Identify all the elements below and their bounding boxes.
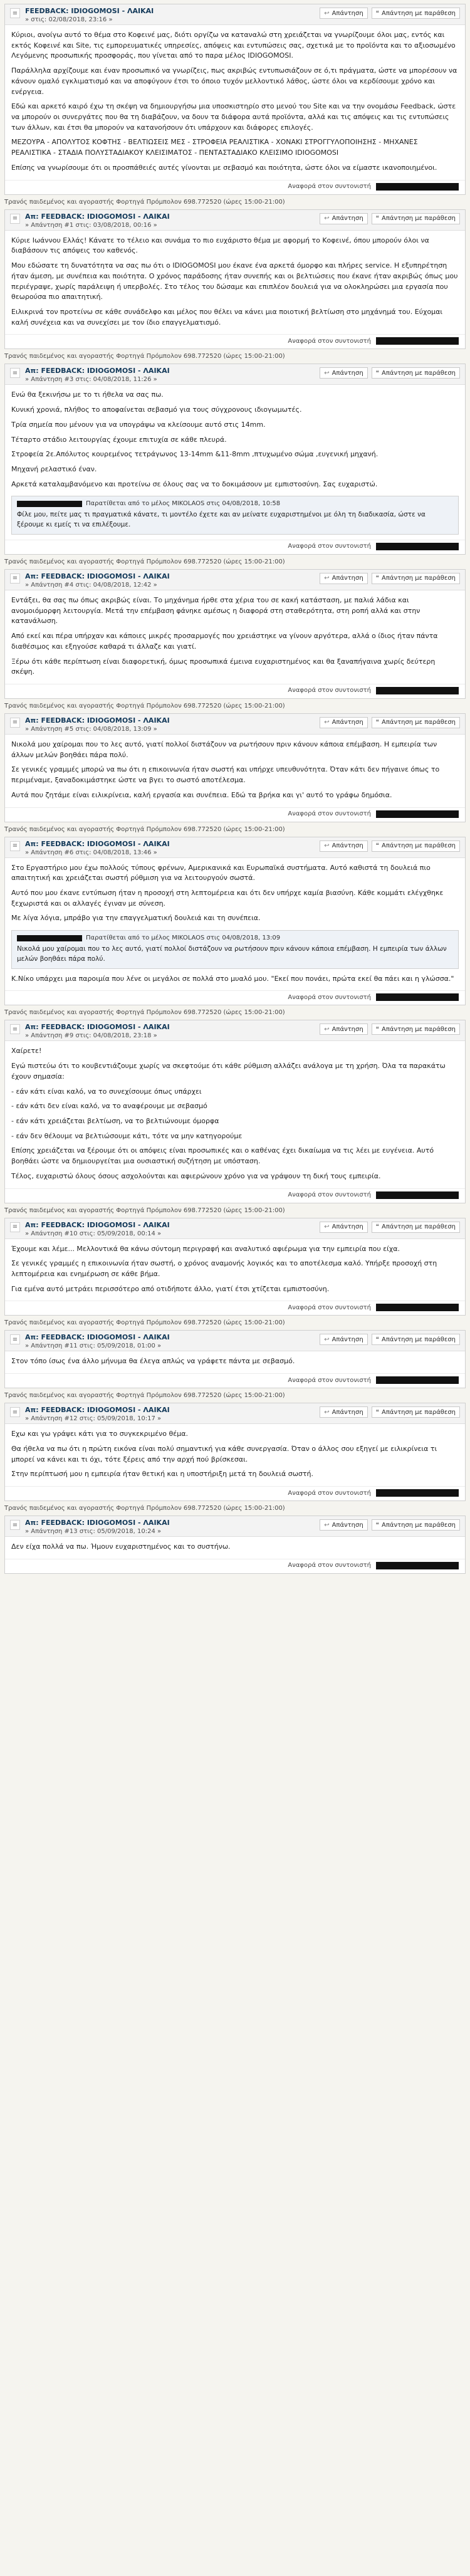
report-link[interactable]: Αναφορά στον συντονιστή — [288, 183, 371, 191]
reply-button[interactable] — [320, 717, 367, 728]
reply-icon: ↩ — [324, 842, 330, 850]
post-paragraph: Σε γενικές γραμμές μπορώ να πω ότι η επικοινωνία ήταν σωστή και υπήρχε υπευθυνότητα. Όταν κάτι δεν πήγαινε όπως το περιμέναμε, ξαναδοκιμάστηκε ώστε να βγει το σωστό αποτέλεσμα. — [11, 765, 440, 785]
redacted-bar — [376, 810, 459, 818]
thread-note: Τρανός παιδεμένος και αγοραστής Φορτηγά Πρόμπολον 698.772520 (ώρες 15:00-21:00) — [4, 1009, 285, 1017]
post-date: » στις: 02/08/2018, 23:16 » — [25, 16, 113, 23]
document-icon: ≡ — [10, 1407, 20, 1417]
post-paragraph: Κύριοι, ανοίγω αυτό το θέμα στο Κοφεινέ μας, διότι οργίζω να καταναλώ στη χρειάζεται να γνωρίζουμε όλοι μας, εντός και εκτός Κοφεινέ και Site, τις εμπορευματικές υπηρεσίες, απόψεις και εντυπώσεις σας, σχετικά με το προϊόντα και το αξιοσωμένο Λεγόμενης προσωπικής προσφοράς, που γίνεται από το παρα μέλος IDIOGOMOSI. — [11, 31, 456, 60]
reply-icon: ↩ — [324, 9, 330, 17]
post-date: » Απάντηση #9 στις: 04/08/2018, 23:18 » — [25, 1032, 157, 1040]
post-footer — [5, 1301, 465, 1315]
post-paragraph: Εγώ πιστεύω ότι το κουβεντιάζουμε χωρίς να σκεφτούμε ότι κάθε ρύθμιση αλλάζει ανάλογα με τη χρήση. Όλα τα παρακάτω έχουν σημασία: — [11, 1062, 446, 1081]
post-meta — [25, 1023, 170, 1039]
post-meta — [25, 840, 170, 856]
post-meta — [25, 1221, 170, 1237]
quote-icon: ❝ — [375, 1223, 380, 1231]
post-actions — [320, 8, 460, 19]
reply-icon: ↩ — [324, 369, 330, 377]
post-title: Απ: FEEDBACK: IDIOGOMOSI - ΛΑΙΚΑΙ — [25, 1406, 170, 1415]
post-body — [5, 735, 465, 807]
post-title: Απ: FEEDBACK: IDIOGOMOSI - ΛΑΙΚΑΙ — [25, 1220, 170, 1229]
quote-label: Απάντηση με παράθεση — [382, 1025, 456, 1033]
post-body — [5, 590, 465, 684]
post-header-left — [10, 212, 170, 229]
post-actions — [320, 213, 460, 224]
post-paragraph: Εδώ και αρκετό καιρό έχω τη σκέψη να δημιουργήσω μια υποσκιστηρίο στο μενού του Site και να την ονομάσω Feedback, ώστε να μπορούν οι συνεργάτες που θα τη διαβάζουν, να δουν τα διάφορα αυτά προϊόντα, αλλά και τις απόψεις και τις εντυπώσεις των άλλων, και έτσι θα μπορούν να κατανοήσουν ότι υπάρχουν και διάφορες επιλογές. — [11, 102, 456, 132]
post-header-left — [10, 716, 170, 733]
reply-label: Απάντηση — [332, 1336, 363, 1343]
post-title: FEEDBACK: IDIOGOMOSI - ΛΑΙΚΑΙ — [25, 7, 154, 15]
reply-label: Απάντηση — [332, 842, 363, 850]
document-icon: ≡ — [10, 1334, 20, 1344]
document-icon: ≡ — [10, 718, 20, 728]
post-meta — [25, 367, 170, 383]
reply-icon: ↩ — [324, 1521, 330, 1529]
quote-reply-button[interactable] — [372, 573, 460, 584]
post-footer — [5, 180, 465, 194]
quote-meta — [17, 935, 453, 941]
forum-post — [4, 713, 466, 822]
report-link[interactable]: Αναφορά στον συντονιστή — [288, 1489, 371, 1497]
post-footer — [5, 540, 465, 554]
quoted-message — [11, 930, 459, 969]
post-paragraph: Μηχανή ρελαστικό έναν. — [11, 464, 97, 473]
reply-label: Απάντηση — [332, 9, 363, 17]
reply-icon: ↩ — [324, 1408, 330, 1416]
reply-icon: ↩ — [324, 1223, 330, 1231]
post-paragraph: - εάν κάτι είναι καλό, να το συνεχίσουμε όπως υπάρχει — [11, 1087, 202, 1096]
forum-post — [4, 1330, 466, 1388]
thread-note: Τρανός παιδεμένος και αγοραστής Φορτηγά Πρόμπολον 698.772520 (ώρες 15:00-21:00) — [4, 1319, 285, 1327]
quote-label: Απάντηση με παράθεση — [382, 1336, 456, 1343]
post-header-left — [10, 1221, 170, 1237]
post-body — [5, 858, 465, 931]
post-header-left — [10, 367, 170, 383]
post-header — [5, 714, 465, 735]
reply-label: Απάντηση — [332, 1408, 363, 1416]
post-paragraph: Στον τόπο ίσως ένα άλλο μήνυμα θα έλεγα απλώς να γράφετε πάντα με σεβασμό. — [11, 1357, 295, 1366]
quote-reply-button[interactable] — [372, 717, 460, 728]
thread-note: Τρανός παιδεμένος και αγοραστής Φορτηγά Πρόμπολον 698.772520 (ώρες 15:00-21:00) — [4, 1505, 285, 1512]
quote-icon: ❝ — [375, 9, 380, 17]
quote-label: Απάντηση με παράθεση — [382, 719, 456, 726]
post-paragraph: Από εκεί και πέρα υπήρχαν και κάποιες μικρές προσαρμογές που χρειάστηκε να γίνουν αργότερα, αλλά ο ίδιος ήταν πάντα διαθέσιμος και εξηγούσε καθαρά τι άλλαζε και γιατί. — [11, 632, 438, 651]
quote-reply-button[interactable] — [372, 367, 460, 379]
post-actions — [320, 717, 460, 728]
post-paragraph: - εάν κάτι χρειάζεται βελτίωση, να το βελτιώνουμε όμορφα — [11, 1116, 219, 1125]
reply-button[interactable] — [320, 1519, 367, 1531]
post-body — [5, 1537, 465, 1559]
post-footer — [5, 334, 465, 348]
forum-post — [4, 837, 466, 1006]
report-link[interactable]: Αναφορά στον συντονιστή — [288, 337, 371, 345]
reply-icon: ↩ — [324, 1025, 330, 1033]
post-footer — [5, 1486, 465, 1500]
quote-icon: ❝ — [375, 1408, 380, 1416]
thread-page — [4, 0, 466, 1574]
post-paragraph: Κ.Νίκο υπάρχει μια παροιμία που λένε οι μεγάλοι σε πολλά στο μυαλό μου. "Εκεί που πονάει, πρώτα εκεί θα πάει και η γλώσσα." — [11, 974, 454, 983]
post-paragraph: Παράλληλα αρχίζουμε και έναν προσωπικό να γνωρίζεις, πως ακριβώς εντυπωσιάζουν σε ό,τι πράγματα, ώστε να μπορέσουν να κάνουν ομαλό εγκλιματισμό και να αποφύγουν έτσι το όποιο τυχόν μελλοντικό λάθος, ώστε όλοι να κερδίσουμε χρόνο και ενέργεια. — [11, 66, 457, 96]
quote-icon: ❝ — [375, 719, 380, 726]
post-paragraph: Κυνική χρονιά, πλήθος το αποφαίνεται σεβασμό για τους σύγχρονους ιδιογωμωτές. — [11, 406, 302, 414]
post-footer — [5, 1559, 465, 1573]
post-paragraph: Επίσης χρειάζεται να ξέρουμε ότι οι απόψεις είναι προσωπικές και ο καθένας έχει δικαίωμα να τις λέει με ευγένεια. Αυτό βοηθάει ώστε να δημιουργείται μια ουσιαστική συζήτηση με υπόσταση. — [11, 1146, 434, 1166]
quote-label: Απάντηση με παράθεση — [382, 9, 456, 17]
post-meta — [25, 1333, 170, 1349]
post-header — [5, 210, 465, 231]
post-footer — [5, 807, 465, 822]
reply-label: Απάντηση — [332, 369, 363, 377]
post-meta — [25, 572, 170, 589]
post-footer — [5, 684, 465, 698]
post-paragraph: Στο Εργαστήριο μου έχω πολλούς τύπους φρένων, Αμερικανικά και Ευρωπαϊκά συστήματα. Αυτό καθιστά τη δουλειά πιο απαιτητική και χρειάζεται σωστή ρύθμιση για να λειτουργούν σωστά. — [11, 863, 431, 882]
post-actions — [320, 840, 460, 852]
post-footer — [5, 1373, 465, 1388]
post-header-left — [10, 840, 170, 856]
thread-note: Τρανός παιδεμένος και αγοραστής Φορτηγά Πρόμπολον 698.772520 (ώρες 15:00-21:00) — [4, 1392, 285, 1400]
post-body — [5, 1424, 465, 1486]
reply-icon: ↩ — [324, 575, 330, 582]
post-paragraph: Στροφεία 2ε.Απόλυτος κουρεμένος τετράγωνος 13-14mm &11-8mm ,πτυχωμένο σώμα ,ευγενική μηχανή. — [11, 450, 379, 459]
post-date: » Απάντηση #6 στις: 04/08/2018, 13:46 » — [25, 849, 157, 856]
post-paragraph: Δεν είχα πολλά να πω. Ήμουν ευχαριστημένος και το συστήνω. — [11, 1542, 231, 1551]
post-header — [5, 1331, 465, 1351]
reply-label: Απάντηση — [332, 1521, 363, 1529]
post-header-left — [10, 1519, 170, 1535]
redacted-bar — [376, 1562, 459, 1569]
post-paragraph: Ενώ θα ξεκινήσω με το τι ήθελα να σας πω. — [11, 390, 164, 399]
reply-button[interactable] — [320, 1024, 367, 1035]
post-paragraph: Τέταρτο στάδιο λειτουργίας έχουμε επιτυχία σε κάθε πλευρά. — [11, 435, 227, 444]
post-header — [5, 364, 465, 385]
reply-button[interactable] — [320, 8, 367, 19]
post-date: » Απάντηση #10 στις: 05/09/2018, 00:14 » — [25, 1230, 162, 1237]
post-paragraph: Χαίρετε! — [11, 1047, 42, 1055]
post-paragraph: Αυτό που μου έκανε εντύπωση ήταν η προσοχή στη λεπτομέρεια και ότι δεν υπήρχε καμία βιασύνη. Κάθε κομμάτι ελέγχθηκε ξεχωριστά και οι αλλαγές έγιναν με σύνεση. — [11, 888, 444, 908]
post-meta — [25, 212, 170, 229]
quote-label: Απάντηση με παράθεση — [382, 1521, 456, 1529]
post-title: Απ: FEEDBACK: IDIOGOMOSI - ΛΑΙΚΑΙ — [25, 1519, 170, 1527]
quote-author-date: Παρατίθεται από το μέλος MIKOLAOS στις 04/08/2018, 13:09 — [86, 935, 281, 942]
post-paragraph: Κύριε Ιωάννου Ελλάς! Κάνατε το τέλειο και συνάμα το πιο ευχάριστο θέμα με αφορμή το Κοφεινέ, όπου μπορούν όλοι να διαβάσουν τις απόψεις του καθενός. — [11, 236, 429, 255]
reply-label: Απάντηση — [332, 215, 363, 223]
forum-post — [4, 364, 466, 555]
post-header — [5, 1516, 465, 1537]
post-actions — [320, 367, 460, 379]
quote-reply-button[interactable] — [372, 1406, 460, 1418]
forum-post — [4, 209, 466, 350]
thread-note: Τρανός παιδεμένος και αγοραστής Φορτηγά Πρόμπολον 698.772520 (ώρες 15:00-21:00) — [4, 702, 285, 709]
post-title: Απ: FEEDBACK: IDIOGOMOSI - ΛΑΙΚΑΙ — [25, 1023, 170, 1032]
post-header — [5, 4, 465, 25]
quote-label: Απάντηση με παράθεση — [382, 575, 456, 582]
forum-post — [4, 569, 466, 699]
quote-reply-button[interactable] — [372, 1024, 460, 1035]
redacted-bar — [17, 935, 82, 941]
quote-icon: ❝ — [375, 1336, 380, 1343]
post-title: Απ: FEEDBACK: IDIOGOMOSI - ΛΑΙΚΑΙ — [25, 367, 170, 375]
report-link[interactable]: Αναφορά στον συντονιστή — [288, 1376, 371, 1384]
quote-reply-button[interactable] — [372, 8, 460, 19]
redacted-bar — [376, 1376, 459, 1384]
thread-note: Τρανός παιδεμένος και αγοραστής Φορτηγά Πρόμπολον 698.772520 (ώρες 15:00-21:00) — [4, 825, 285, 833]
redacted-bar — [376, 1191, 459, 1199]
reply-button[interactable] — [320, 1222, 367, 1233]
post-meta — [25, 7, 154, 23]
quote-icon: ❝ — [375, 215, 380, 223]
post-date: » Απάντηση #1 στις: 03/08/2018, 00:16 » — [25, 221, 157, 229]
post-paragraph: Θα ήθελα να πω ότι η πρώτη εικόνα είναι πολύ σημαντική για κάθε συνεργασία. Όταν ο άλλος σου εξηγεί με ειλικρίνεια τι μπορεί να κάνει και τι όχι, τότε ξέρεις από την αρχή πού βρίσκεσαι. — [11, 1444, 437, 1463]
quote-author-date: Παρατίθεται από το μέλος MIKOLAOS στις 04/08/2018, 10:58 — [86, 500, 281, 508]
post-body — [5, 231, 465, 335]
forum-post — [4, 4, 466, 195]
quote-reply-button[interactable] — [372, 213, 460, 224]
document-icon: ≡ — [10, 8, 20, 18]
reply-label: Απάντηση — [332, 1025, 363, 1033]
post-paragraph: Εχω και γω γράψει κάτι για το συγκεκριμένο θέμα. — [11, 1430, 188, 1438]
quote-icon: ❝ — [375, 369, 380, 377]
post-body — [5, 1041, 465, 1188]
post-header-left — [10, 1023, 170, 1039]
quote-label: Απάντηση με παράθεση — [382, 215, 456, 223]
reply-button[interactable] — [320, 573, 367, 584]
post-header — [5, 570, 465, 590]
post-paragraph: - εάν δεν θέλουμε να βελτιώσουμε κάτι, τότε να μην κατηγορούμε — [11, 1131, 243, 1140]
report-link[interactable]: Αναφορά στον συντονιστή — [288, 993, 371, 1001]
quote-meta — [17, 500, 453, 507]
reply-button[interactable] — [320, 840, 367, 852]
post-actions — [320, 1406, 460, 1418]
redacted-bar — [376, 183, 459, 191]
post-title: Απ: FEEDBACK: IDIOGOMOSI - ΛΑΙΚΑΙ — [25, 839, 170, 848]
redacted-bar — [376, 1304, 459, 1311]
quote-reply-button[interactable] — [372, 1519, 460, 1531]
post-paragraph: Τρία σημεία που μένουν για να υπογράψω να κλείσουμε αυτό στις 14mm. — [11, 420, 266, 429]
quote-icon: ❝ — [375, 1521, 380, 1529]
post-actions — [320, 1222, 460, 1233]
post-extra — [5, 974, 465, 991]
quote-label: Απάντηση με παράθεση — [382, 842, 456, 850]
post-footer — [5, 990, 465, 1005]
reply-label: Απάντηση — [332, 1223, 363, 1231]
report-link[interactable]: Αναφορά στον συντονιστή — [288, 1191, 371, 1199]
redacted-bar — [376, 337, 459, 345]
post-body — [5, 25, 465, 180]
thread-note: Τρανός παιδεμένος και αγοραστής Φορτηγά Πρόμπολον 698.772520 (ώρες 15:00-21:00) — [4, 558, 285, 565]
reply-button[interactable] — [320, 1334, 367, 1345]
report-link[interactable]: Αναφορά στον συντονιστή — [288, 1562, 371, 1569]
post-paragraph: Έχουμε και λέμε... Μελλοντικά θα κάνω σύντομη περιγραφή και αναλυτικό αφιέρωμα για την εμπειρία που είχα. — [11, 1244, 400, 1253]
reply-button[interactable] — [320, 367, 367, 379]
post-header — [5, 837, 465, 858]
post-paragraph: Ξέρω ότι κάθε περίπτωση είναι διαφορετική, όμως προσωπικά έμεινα ευχαριστημένος και θα ξαναπήγαινα χωρίς δεύτερη σκέψη. — [11, 657, 436, 676]
reply-icon: ↩ — [324, 1336, 330, 1343]
post-paragraph: Για εμένα αυτό μετράει περισσότερο από οτιδήποτε άλλο, γιατί έτσι χτίζεται εμπιστοσύνη. — [11, 1284, 330, 1293]
document-icon: ≡ — [10, 573, 20, 584]
reply-label: Απάντηση — [332, 575, 363, 582]
redacted-bar — [17, 501, 82, 507]
post-paragraph: Με λίγα λόγια, μπράβο για την επαγγελματική δουλειά και τη συνέπεια. — [11, 914, 261, 923]
reply-icon: ↩ — [324, 719, 330, 726]
post-paragraph: ΜΕΖΟΥΡΑ - ΑΠΟΛΥΤΟΣ ΚΟΦΤΗΣ - ΒΕΛΤΙΩΣΕΙΣ ΜΕΣ - ΣΤΡΟΦΕΙΑ ΡΕΑΛΙΣΤΙΚΑ - ΧΟΝΑΚΙ ΣΤΡΟΓΓΥΛΟΠΟΙΗΣΗΣ - ΜΗΧΑΝΕΣ ΡΕΑΛΙΣΤΙΚΑ - ΣΤΑΔΙΑ ΠΟΛΥΣΤΑΔΙΑΚΟΥ ΚΛΕΙΣΙΜΑΤΟΣ - ΠΕΝΤΑΣΤΑΔΙΑΚΟ ΚΛΕΙΣΙΜΟ IDIOGOMOSI — [11, 138, 418, 157]
report-link[interactable]: Αναφορά στον συντονιστή — [288, 810, 371, 818]
post-paragraph: Μου εδώσατε τη δυνατότητα να σας πω ότι ο IDIOGOMOSI μου έκανε ένα αρκετά όμορφο και πλήρες service. Η εξυπηρέτηση ήταν άμεση, με συνέπεια και ποιότητα. Ο χρόνος παράδοσης ήταν συνεπής και οι βελτιώσεις που έκανε ήταν ακριβώς όπως μου περιέγραψε, χωρίς παράλειψη ή υπερβολές. Στο τέλος του δώσαμε και επιπλέον δουλειά για να ολοκληρώσει μια εργασία που θεωρούσα πιο απαιτητική. — [11, 261, 458, 301]
quote-reply-button[interactable] — [372, 840, 460, 852]
post-paragraph: Αρκετά καταλαμβανόμενο και προτείνω σε όλους σας να το δοκιμάσουν με εμπιστοσύνη. Σας ευχαριστώ. — [11, 479, 378, 488]
post-body — [5, 1351, 465, 1373]
forum-post — [4, 1020, 466, 1203]
post-actions — [320, 1334, 460, 1345]
post-actions — [320, 1519, 460, 1531]
post-title: Απ: FEEDBACK: IDIOGOMOSI - ΛΑΙΚΑΙ — [25, 1333, 170, 1342]
forum-post — [4, 1218, 466, 1316]
post-date: » Απάντηση #5 στις: 04/08/2018, 13:09 » — [25, 725, 157, 733]
post-title: Απ: FEEDBACK: IDIOGOMOSI - ΛΑΙΚΑΙ — [25, 716, 170, 725]
post-paragraph: Τέλος, ευχαριστώ όλους όσους ασχολούνται και αφιερώνουν χρόνο για να γράψουν τη δική τους εμπειρία. — [11, 1171, 381, 1180]
quote-label: Απάντηση με παράθεση — [382, 1223, 456, 1231]
post-paragraph: Νικολά μου χαίρομαι που το λες αυτό, γιατί πολλοί διστάζουν να ρωτήσουν πριν κάνουν κάποια επέμβαση. Η εμπειρία των άλλων μελών βοηθάει πάρα πολύ. — [11, 740, 437, 759]
post-title: Απ: FEEDBACK: IDIOGOMOSI - ΛΑΙΚΑΙ — [25, 572, 170, 580]
redacted-bar — [376, 993, 459, 1001]
document-icon: ≡ — [10, 1520, 20, 1530]
redacted-bar — [376, 687, 459, 694]
quote-label: Απάντηση με παράθεση — [382, 1408, 456, 1416]
post-date: » Απάντηση #12 στις: 05/09/2018, 10:17 » — [25, 1415, 162, 1423]
post-paragraph: Ειλικρινά τον προτείνω σε κάθε συνάδελφο και μέλος που θέλει να κάνει μια ποιοτική βελτίωση στο μηχάνημά του. Εύχομαι καλή συνέχεια και να συνεχίσει με τον ίδιο επαγγελματισμό. — [11, 307, 443, 327]
post-actions — [320, 573, 460, 584]
thread-note: Τρανός παιδεμένος και αγοραστής Φορτηγά Πρόμπολον 698.772520 (ώρες 15:00-21:00) — [4, 1207, 285, 1214]
reply-label: Απάντηση — [332, 719, 363, 726]
document-icon: ≡ — [10, 214, 20, 224]
document-icon: ≡ — [10, 1222, 20, 1232]
quoted-message — [11, 496, 459, 535]
post-body — [5, 385, 465, 496]
post-paragraph: Εντάξει, θα σας πω όπως ακριβώς είναι. Το μηχάνημα ήρθε στα χέρια του σε κακή κατάσταση, με παλιά λάδια και ανομοιόμορφη λειτουργία. Μετά την επέμβαση φάνηκε αμέσως η διαφορά στη σταθερότητα, στη ροπή αλλά και στην κατανάλωση. — [11, 595, 420, 626]
post-paragraph: - εάν κάτι δεν είναι καλό, να το αναφέρουμε με σεβασμό — [11, 1102, 207, 1111]
post-meta — [25, 716, 170, 733]
post-actions — [320, 1024, 460, 1035]
report-link[interactable]: Αναφορά στον συντονιστή — [288, 1304, 371, 1311]
post-date: » Απάντηση #13 στις: 05/09/2018, 10:24 » — [25, 1528, 162, 1535]
post-title: Απ: FEEDBACK: IDIOGOMOSI - ΛΑΙΚΑΙ — [25, 212, 170, 221]
quote-reply-button[interactable] — [372, 1222, 460, 1233]
post-meta — [25, 1406, 170, 1422]
post-header-left — [10, 1406, 170, 1422]
quote-label: Απάντηση με παράθεση — [382, 369, 456, 377]
post-date: » Απάντηση #3 στις: 04/08/2018, 11:26 » — [25, 376, 157, 384]
post-paragraph: Επίσης να γνωρίσουμε ότι οι προσπάθειές αυτές γίνονται με σεβασμό και ποιότητα, ώστε όλοι να είμαστε ικανοποιημένοι. — [11, 163, 437, 172]
post-paragraph: Στην περίπτωσή μου η εμπειρία ήταν θετική και η υποστήριξη μετά τη δουλειά σωστή. — [11, 1470, 313, 1479]
document-icon: ≡ — [10, 841, 20, 851]
reply-button[interactable] — [320, 1406, 367, 1418]
post-body — [5, 1239, 465, 1301]
thread-note: Τρανός παιδεμένος και αγοραστής Φορτηγά Πρόμπολον 698.772520 (ώρες 15:00-21:00) — [4, 198, 285, 206]
quote-reply-button[interactable] — [372, 1334, 460, 1345]
redacted-bar — [376, 1489, 459, 1497]
post-date: » Απάντηση #4 στις: 04/08/2018, 12:42 » — [25, 581, 157, 589]
post-paragraph: Αυτά που ζητάμε είναι ειλικρίνεια, καλή εργασία και συνέπεια. Εδώ τα βρήκα και γι' αυτό το γράφω δημόσια. — [11, 790, 392, 799]
post-meta — [25, 1519, 170, 1535]
report-link[interactable]: Αναφορά στον συντονιστή — [288, 543, 371, 550]
forum-post — [4, 1516, 466, 1574]
quote-icon: ❝ — [375, 842, 380, 850]
post-header-left — [10, 1333, 170, 1349]
post-header-left — [10, 7, 154, 23]
quote-icon: ❝ — [375, 1025, 380, 1033]
post-header — [5, 1020, 465, 1041]
post-header — [5, 1218, 465, 1239]
reply-icon: ↩ — [324, 215, 330, 223]
post-footer — [5, 1188, 465, 1203]
post-header — [5, 1403, 465, 1424]
thread-note: Τρανός παιδεμένος και αγοραστής Φορτηγά Πρόμπολον 698.772520 (ώρες 15:00-21:00) — [4, 353, 285, 360]
reply-button[interactable] — [320, 213, 367, 224]
quote-body: Νικολά μου χαίρομαι που το λες αυτό, γιατί πολλοί διστάζουν να ρωτήσουν πριν κάνουν κάποια επέμβαση. Η εμπειρία των άλλων μελών βοηθάει πάρα πολύ. — [17, 945, 447, 963]
quote-body: Φίλε μου, πείτε μας τι πραγματικά κάνατε, τι μοντέλο έχετε και αν μείνατε ευχαριστημένοι με όλη τη διαδικασία, ώστε να ξέρουμε κι εμείς τι να επιλέξουμε. — [17, 511, 426, 529]
redacted-bar — [376, 543, 459, 550]
document-icon: ≡ — [10, 1024, 20, 1034]
post-paragraph: Σε γενικές γραμμές η επικοινωνία ήταν σωστή, ο χρόνος αναμονής λογικός και το αποτέλεσμα καλό. Υπήρξε προσοχή στη λεπτομέρεια και ενημέρωση σε κάθε βήμα. — [11, 1259, 437, 1278]
forum-post — [4, 1403, 466, 1501]
report-link[interactable]: Αναφορά στον συντονιστή — [288, 687, 371, 694]
document-icon: ≡ — [10, 368, 20, 378]
post-header-left — [10, 572, 170, 589]
quote-icon: ❝ — [375, 575, 380, 582]
post-date: » Απάντηση #11 στις: 05/09/2018, 01:00 » — [25, 1343, 162, 1350]
